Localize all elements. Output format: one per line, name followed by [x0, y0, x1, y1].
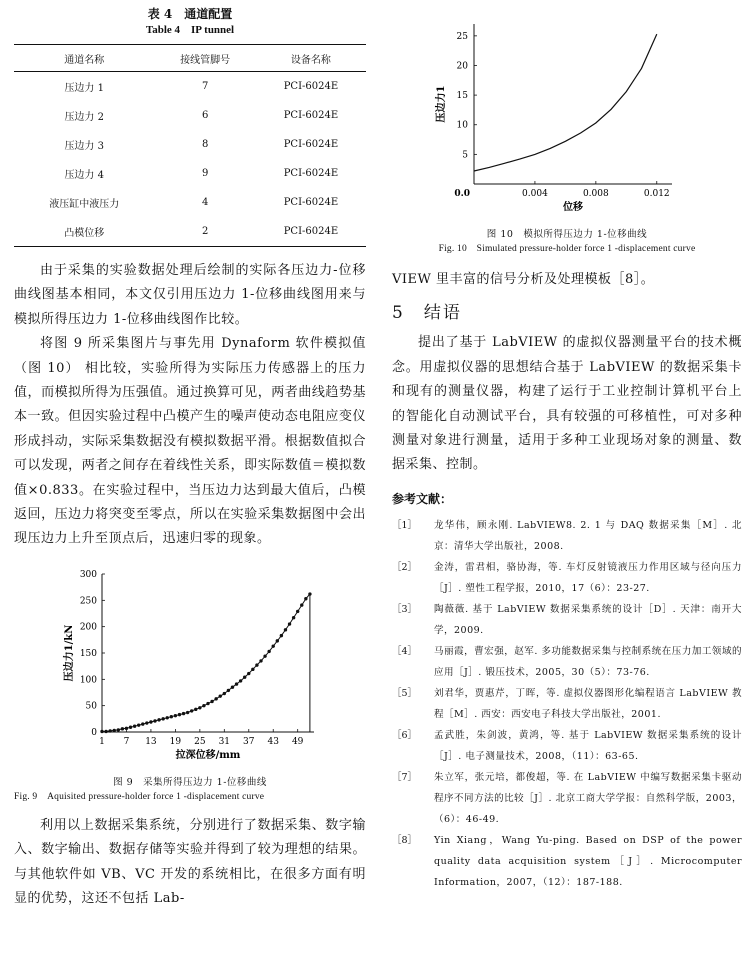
reference-text: Yin Xiang，Wang Yu-ping. Based on DSP of the power quality data acquisition system［J］. Microcomputer Information，2007，（12）：187-188. [434, 834, 742, 888]
reference-item [392, 515, 742, 557]
x-tick-label: 0.0 [454, 189, 470, 199]
data-point [166, 716, 169, 719]
data-point [263, 654, 266, 657]
data-point [284, 628, 287, 631]
figure-10 [392, 18, 742, 256]
reference-number: ［4］ [392, 645, 418, 657]
table-cell: 2 [154, 217, 255, 247]
data-point [100, 730, 103, 733]
data-point [125, 726, 128, 729]
y-axis-label: 压边力1 [436, 85, 447, 123]
reference-text: 孟武胜，朱剑波，黄鸿，等. 基于 LabVIEW 数据采集系统的设计［J］. 电子测量技术，2008，（11）：63-65. [434, 729, 742, 762]
x-tick-label: 0.008 [582, 189, 609, 199]
y-tick-label: 50 [85, 701, 97, 712]
reference-item [392, 599, 742, 641]
reference-item [392, 767, 742, 830]
figure-caption-en: Fig. 10 Simulated pressure-holder force 1 -displacement curve [438, 244, 696, 254]
table-cell: 压边力 4 [64, 170, 104, 181]
reference-number: ［3］ [392, 603, 418, 615]
y-tick-label: 10 [456, 120, 468, 131]
x-tick-label: 19 [169, 736, 182, 747]
table-cell: 凸模位移 [14, 217, 154, 247]
reference-number: ［6］ [392, 729, 418, 741]
data-point [198, 706, 201, 709]
reference-item [392, 725, 742, 767]
y-tick-label: 20 [456, 61, 468, 72]
data-point [190, 709, 193, 712]
data-point [104, 730, 107, 733]
figure-caption-cn: 图 10 模拟所得压边力 1-位移曲线 [486, 229, 648, 240]
data-point [121, 727, 124, 730]
table-row [14, 72, 366, 102]
data-point [223, 692, 226, 695]
data-point [231, 685, 234, 688]
channel-table [14, 44, 366, 247]
data-point [153, 719, 156, 722]
x-axis-label: 拉深位移/mm [175, 749, 241, 761]
table-cell: 6 [201, 110, 209, 121]
data-point [178, 713, 181, 716]
data-point [272, 644, 275, 647]
reference-item [392, 830, 742, 893]
table-caption-cn: 表 4 通道配置 [147, 7, 233, 21]
y-tick-label: 25 [456, 31, 468, 42]
table-row [14, 130, 366, 159]
data-point [255, 663, 258, 666]
reference-text: 金涛，雷君相，骆协海，等. 车灯反射镜液压力作用区域与径向压力［J］. 塑性工程学报，2010，17（6）：23-27. [434, 561, 742, 594]
data-point [170, 715, 173, 718]
table-cell: PCI-6024E [283, 168, 339, 179]
data-point [206, 702, 209, 705]
right-column [392, 18, 742, 893]
x-tick-label: 49 [291, 736, 304, 747]
data-point [210, 700, 213, 703]
x-tick-label: 1 [99, 736, 105, 747]
table-row [14, 159, 366, 188]
data-point [182, 712, 185, 715]
data-point [108, 729, 111, 732]
references-heading: 参考文献： [392, 491, 453, 506]
data-point [174, 714, 177, 717]
data-point [137, 723, 140, 726]
data-point [308, 592, 311, 595]
fig10-chart [392, 18, 742, 218]
body-paragraph: VIEW 里丰富的信号分析及处理模板［8］。 [392, 272, 655, 287]
data-point [247, 672, 250, 675]
table-row [14, 217, 366, 247]
series-line [102, 594, 310, 732]
data-point [296, 610, 299, 613]
reference-list [392, 515, 742, 893]
reference-number: ［8］ [392, 834, 418, 846]
data-point [288, 622, 291, 625]
reference-item [392, 557, 742, 599]
x-tick-label: 25 [194, 736, 206, 747]
figure-9 [14, 562, 366, 804]
table-cell: 液压缸中液压力 [49, 199, 120, 210]
data-point [113, 729, 116, 732]
reference-number: ［1］ [392, 519, 418, 531]
series-line [474, 34, 657, 171]
table-cell: 4 [201, 197, 209, 208]
y-tick-label: 5 [462, 150, 468, 161]
y-tick-label: 200 [79, 622, 97, 633]
reference-number: ［2］ [392, 561, 418, 573]
data-point [149, 720, 152, 723]
left-column [14, 6, 366, 912]
y-tick-label: 150 [79, 648, 97, 659]
x-axis-label: 位移 [563, 202, 583, 213]
table-caption-en: Table 4 IP tunnel [145, 24, 235, 36]
x-tick-label: 37 [243, 736, 255, 747]
reference-number: ［5］ [392, 687, 418, 699]
y-tick-label: 15 [456, 91, 468, 102]
fig9-chart [14, 562, 366, 772]
table-cell: PCI-6024E [283, 197, 339, 208]
table-cell: 压边力 3 [64, 141, 104, 152]
figure-caption-en: Fig. 9 Aquisited pressure-holder force 1 -displacement curve [14, 791, 265, 802]
x-tick-label: 13 [145, 736, 157, 747]
body-paragraph: 利用以上数据采集系统，分别进行了数据采集、数字输入、数字输出、数据存储等实验并得到了较为理想的结果。与其他软件如 VB、VC 开发的系统相比，在很多方面有明显的优势，这还不包括 Lab- [14, 817, 366, 907]
data-point [214, 697, 217, 700]
data-point [227, 689, 230, 692]
data-point [239, 679, 242, 682]
x-tick-label: 31 [218, 736, 231, 747]
body-paragraph: 提出了基于 LabVIEW 的虚拟仪器测量平台的技术概念。用虚拟仪器的思想结合基于 LabVIEW 的数据采集卡和现有的测量仪器，构建了运行于工业控制计算机平台上的智能化自动测试平台，具有较强的可移植性，可对多种测量对象进行测量，适用于多种工业现场对象的测量、数据采集、控制。 [392, 335, 742, 473]
data-point [251, 668, 254, 671]
body-paragraph: 将图 9 所采集图片与事先用 Dynaform 软件模拟值 （图 10） 相比较，实验所得为实际压力传感器上的压力值，而模拟所得为压强值。通过换算可见，两者曲线趋势基本一致。但因实验过程中凸模产生的噪声使动态电阻应变仪形成抖动，实际采集数据没有模拟数据平滑。根据数值拟合可以发现，两者之间存在着线性关系，即实际数值＝模拟数值×0.833。在实验过程中，当压边力达到最大值后，凸模返回，压边力将突变至零点，所以在实验采集数据图中会出现压边力上升至顶点后，迅速归零的现象。 [14, 336, 366, 547]
data-point [157, 718, 160, 721]
data-point [194, 708, 197, 711]
body-paragraph: 由于采集的实验数据处理后绘制的实际各压边力-位移曲线图基本相同，本文仅引用压边力 1-位移曲线图用来与模拟所得压边力 1-位移曲线图作比较。 [14, 263, 366, 327]
x-tick-label: 43 [267, 736, 279, 747]
reference-item [392, 683, 742, 725]
table-cell: PCI-6024E [283, 139, 339, 150]
reference-text: 陶薇薇. 基于 LabVIEW 数据采集系统的设计［D］. 天津：南开大学，2009. [434, 603, 742, 636]
table-cell: 8 [201, 139, 209, 150]
data-point [117, 728, 120, 731]
table-header-cell: 通道名称 [14, 45, 154, 72]
section-title: 5 结语 [392, 303, 462, 324]
reference-number: ［7］ [392, 771, 418, 783]
reference-item [392, 641, 742, 683]
y-tick-label: 100 [79, 675, 97, 686]
y-axis-label: 压边力1/kN [64, 624, 75, 682]
table-cell: PCI-6024E [283, 81, 339, 92]
data-point [259, 659, 262, 662]
figure-caption-cn: 图 9 采集所得压边力 1-位移曲线 [113, 776, 267, 788]
reference-text: 龙华伟，顾永刚. LabVIEW8. 2. 1 与 DAQ 数据采集［M］. 北京：清华大学出版社，2008. [434, 519, 742, 552]
data-point [276, 639, 279, 642]
table-header-row [14, 45, 366, 72]
reference-text: 马丽霞，曹宏强，赵军. 多功能数据采集与控制系统在压力加工领域的应用［J］. 锻压技术，2005，30（5）：73-76. [434, 645, 742, 678]
table-cell: 压边力 1 [64, 83, 104, 94]
reference-text: 朱立军，张元培，都俊超，等. 在 LabVIEW 中编写数据采集卡驱动程序不同方法的比较［J］. 北京工商大学学报：自然科学版，2003，（6）：46-49. [434, 771, 742, 825]
y-tick-label: 300 [79, 569, 97, 580]
table-row [14, 188, 366, 217]
y-tick-label: 0 [91, 727, 97, 738]
data-point [202, 704, 205, 707]
table-row [14, 101, 366, 130]
table-cell: 压边力 2 [64, 112, 104, 123]
table-cell: PCI-6024E [256, 217, 366, 247]
table-header-cell: 设备名称 [256, 45, 366, 72]
data-point [133, 724, 136, 727]
data-point [141, 722, 144, 725]
data-point [235, 682, 238, 685]
data-point [292, 616, 295, 619]
data-point [267, 650, 270, 653]
data-point [219, 694, 222, 697]
data-point [186, 711, 189, 714]
data-point [129, 725, 132, 728]
data-point [161, 717, 164, 720]
data-point [280, 634, 283, 637]
table-cell: 7 [201, 81, 209, 92]
table-cell: 9 [201, 168, 209, 179]
x-tick-label: 0.004 [522, 189, 548, 199]
data-point [304, 597, 307, 600]
table-cell: PCI-6024E [283, 110, 339, 121]
y-tick-label: 250 [79, 596, 97, 607]
x-tick-label: 0.012 [643, 189, 670, 199]
data-point [243, 675, 246, 678]
data-point [145, 721, 148, 724]
reference-text: 刘君华，贾惠芹，丁晖，等. 虚拟仪器图形化编程语言 LabVIEW 教程［M］. 西安：西安电子科技大学出版社，2001. [434, 687, 742, 720]
data-point [300, 603, 303, 606]
x-tick-label: 7 [123, 736, 130, 747]
table-header-cell: 接线管脚号 [154, 45, 255, 72]
